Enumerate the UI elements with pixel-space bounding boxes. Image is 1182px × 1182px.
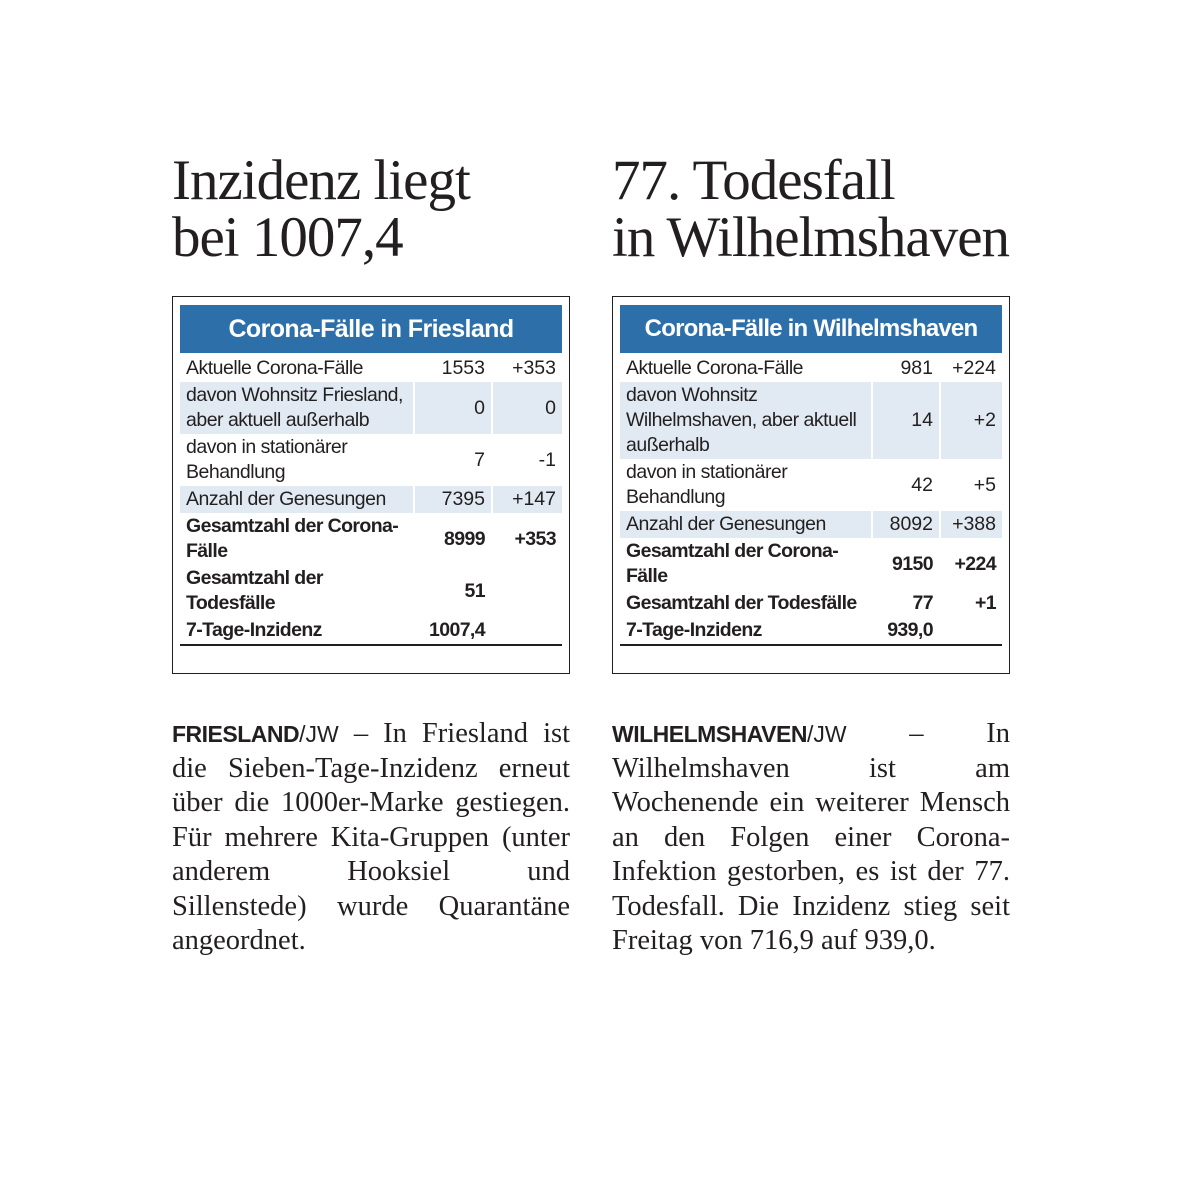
headline-friesland: Inzidenz liegt bei 1007,4 [172,149,470,269]
table-row: davon Wohnsitz Friesland, aber aktuell außerhalb 0 0 [180,382,562,434]
body-text-friesland [172,717,570,959]
table-row: Gesamtzahl der Todesfälle 77 +1 [620,590,1002,617]
table-row: Gesamtzahl der Todesfälle 51 [180,565,562,617]
table-row: Anzahl der Genesungen 8092 +388 [620,511,1002,538]
box-title-friesland: Corona-Fälle in Friesland [180,305,562,353]
table-row: Gesamtzahl der Corona-Fälle 9150 +224 [620,538,1002,590]
table-row: davon in stationärer Behandlung 7 -1 [180,434,562,486]
table-row: Aktuelle Corona-Fälle 1553 +353 [180,355,562,382]
table-row: 7-Tage-Inzidenz 939,0 [620,617,1002,645]
agency-tag: /JW [806,721,847,747]
dateline: WILHELMSHAVEN [612,721,807,747]
dateline: FRIESLAND [172,721,300,747]
article-body: – In Wilhelmshaven ist am Wochenende ein weiterer Mensch an den Folgen einer Corona-Infektion gestorben, es ist der 77. Todesfall. Die Inzidenz stieg seit Freitag von 716,9 auf 939,0. [612,718,1010,956]
agency-tag: /JW [299,721,339,747]
stats-table-friesland [180,355,562,646]
box-title-wilhelmshaven: Corona-Fälle in Wilhelmshaven [620,305,1002,353]
table-row: 7-Tage-Inzidenz 1007,4 [180,617,562,645]
table-row: Aktuelle Corona-Fälle 981 +224 [620,355,1002,382]
stats-table-wilhelmshaven [620,355,1002,646]
headline-wilhelmshaven: 77. Todesfall in Wilhelmshaven [612,149,1009,269]
stats-box-friesland [172,296,570,674]
body-text-wilhelmshaven [612,717,1010,959]
table-row: Anzahl der Genesungen 7395 +147 [180,486,562,513]
table-row: davon in stationärer Behandlung 42 +5 [620,459,1002,511]
article-body: – In Friesland ist die Sieben-Tage-Inzidenz erneut über die 1000er-Marke gestiegen. Für mehrere Kita-Gruppen (unter anderem Hooksiel und Sillenstede) wurde Quarantäne angeordnet. [172,718,570,956]
stats-box-wilhelmshaven [612,296,1010,674]
table-row: davon Wohnsitz Wilhelmshaven, aber aktuell außerhalb 14 +2 [620,382,1002,459]
table-row: Gesamtzahl der Corona-Fälle 8999 +353 [180,513,562,565]
